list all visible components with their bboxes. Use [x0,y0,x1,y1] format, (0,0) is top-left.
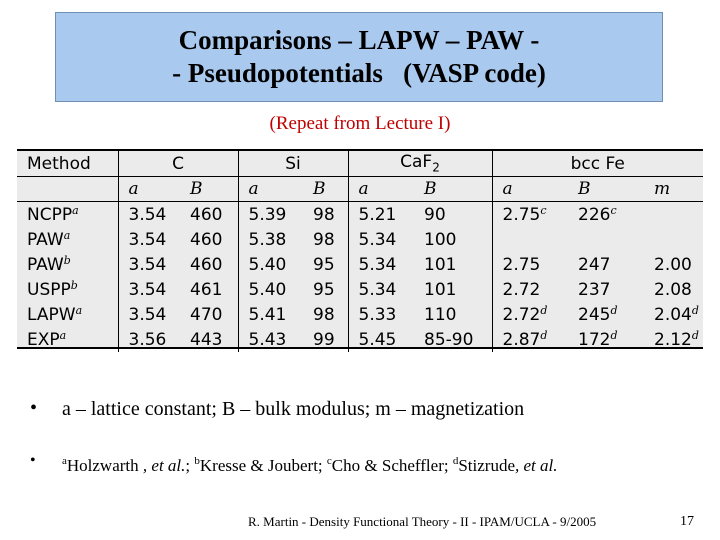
reference-name: Stizrude [458,456,515,475]
table-cell [644,227,703,252]
table-cell: 2.72 [502,279,541,300]
sub-header: a [348,177,414,202]
table-cell: 2.75$^c$ [502,203,547,225]
method-cell: USPP$^b$ [17,277,118,302]
table-cell: 5.45 [358,329,397,350]
title-box [55,12,663,102]
table-cell: 5.40 [248,279,287,300]
table-cell: 237 [578,279,611,300]
sub-header-blank [17,177,118,202]
subtitle: (Repeat from Lecture I) [269,113,451,134]
group-header-caf2: CaF$_2$ [348,151,492,177]
sub-header: B [414,177,492,202]
table-cell: 461 [180,277,238,302]
sub-header: m [644,177,703,202]
reference-marker: b [194,455,200,467]
table-cell: 2.04$^d$ [654,303,699,325]
page-number: 17 [680,514,694,529]
method-cell: NCPP$^a$ [17,202,118,228]
group-header-si: Si [238,151,348,177]
sub-header: B [180,177,238,202]
table-cell: 3.54 [128,254,167,275]
footer: R. Martin - Density Functional Theory - II - IPAM/UCLA - 9/2005 [248,514,597,529]
references-text [62,456,558,476]
table-cell: 5.39 [248,204,287,225]
method-cell: PAW$^a$ [17,227,118,252]
table-cell: 5.34 [358,279,397,300]
table-cell: 98 [303,202,348,228]
reference-marker: d [452,455,459,467]
table-cell: 95 [303,277,348,302]
reference-marker: a [62,455,67,467]
table-cell: 2.12$^d$ [654,328,699,350]
comparison-table [17,149,703,349]
method-cell: PAW$^b$ [17,252,118,277]
reference-name: Holzwarth [66,456,143,475]
table-row [17,202,703,228]
table-row [17,227,703,252]
table-cell: 2.72$^d$ [502,303,548,325]
reference-name: Kresse & Joubert [199,456,318,475]
table-cell: 245$^d$ [578,303,618,325]
table-cell: 98 [303,227,348,252]
table-row [17,327,703,352]
table-cell: 5.41 [248,304,287,325]
title-line-1: Comparisons – LAPW – PAW - [178,25,540,55]
reference-etal: , et al. [142,456,186,475]
table-cell: 5.40 [248,254,287,275]
method-cell: LAPW$^a$ [17,302,118,327]
table-sub-header-row [17,177,703,202]
table-cell: 3.54 [128,229,167,250]
table-cell [644,202,703,228]
table-cell: 101 [414,252,492,277]
table-cell: 247 [578,254,611,275]
table-cell: 226$^c$ [578,203,617,225]
bullet-icon: • [30,397,38,419]
reference-separator: ; [185,456,195,475]
sub-header: B [303,177,348,202]
table-row [17,252,703,277]
table-row [17,302,703,327]
table-cell: 5.34 [358,254,397,275]
table-cell: 5.43 [248,329,287,350]
table-cell: 98 [303,302,348,327]
table-cell: 2.08 [654,279,692,300]
reference-separator: ; [443,456,453,475]
table-cell: 110 [414,302,492,327]
table-cell: 85-90 [414,327,492,352]
sub-header: a [492,177,568,202]
method-cell: EXP$^a$ [17,327,118,352]
table-cell: 101 [414,277,492,302]
table-row [17,277,703,302]
table-cell: 443 [180,327,238,352]
method-header: Method [17,151,118,177]
table-cell: 460 [180,202,238,228]
table-cell: 3.54 [128,204,167,225]
reference-separator: ; [317,456,327,475]
title-line-2: - Pseudopotentials (VASP code) [172,58,546,88]
table-cell: 5.33 [358,304,397,325]
sub-header: B [568,177,644,202]
table-cell: 100 [414,227,492,252]
table-cell [492,227,568,252]
bullet-icon: • [30,452,36,469]
table-group-header-row [17,151,703,177]
table-cell: 5.34 [358,229,397,250]
table-body [17,202,703,353]
reference-marker: c [326,455,332,467]
sub-header: a [238,177,303,202]
table-cell: 2.87$^d$ [502,328,548,350]
reference-name: Cho & Scheffler [331,456,444,475]
table-cell: 2.75 [502,254,541,275]
table-cell: 5.38 [248,229,287,250]
table-cell: 460 [180,227,238,252]
table-cell: 3.54 [128,279,167,300]
table-cell: 3.56 [128,329,167,350]
table-cell: 2.00 [654,254,692,275]
table-cell [568,227,644,252]
table-cell: 5.21 [358,204,397,225]
table-cell: 99 [303,327,348,352]
table-cell: 460 [180,252,238,277]
table-cell: 90 [414,202,492,228]
definitions-text: a – lattice constant; B – bulk modulus; m – magnetization [62,398,525,420]
table-cell: 95 [303,252,348,277]
table-cell: 172$^d$ [578,328,618,350]
group-header-c: C [118,151,238,177]
table-cell: 470 [180,302,238,327]
table-cell: 3.54 [128,304,167,325]
group-header-bcc-fe: bcc Fe [492,151,703,177]
sub-header: a [118,177,180,202]
reference-etal: , et al. [515,456,558,475]
